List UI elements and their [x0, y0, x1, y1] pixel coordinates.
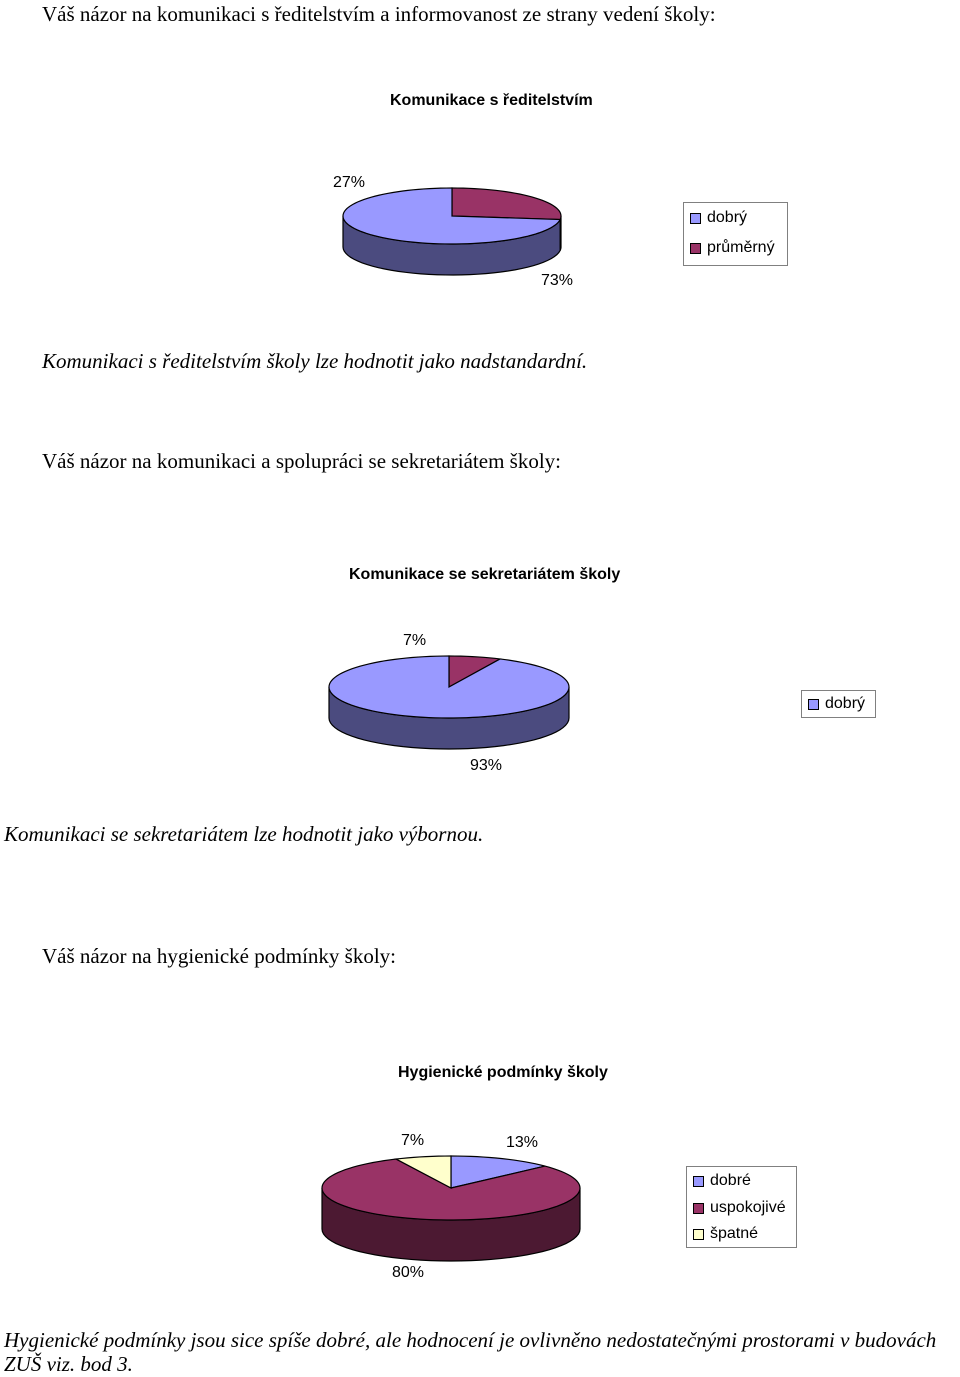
chart-3-legend: [686, 1166, 797, 1248]
legend-swatch-prumerny: [690, 243, 701, 254]
question-3: Váš názor na hygienické podmínky školy:: [42, 944, 397, 968]
chart-3-label-spatne: 7%: [401, 1132, 425, 1149]
chart-3-label-uspokojive: 80%: [392, 1264, 425, 1281]
chart-1-legend: [683, 202, 788, 266]
chart-2-label-prumerny: 7%: [403, 632, 427, 649]
pie-1-slice-1: [452, 188, 561, 220]
legend-item: [693, 1224, 758, 1244]
chart-2-legend: [801, 690, 876, 718]
legend-swatch-dobry: [808, 699, 819, 710]
chart-1-label-dobry: 73%: [541, 272, 574, 289]
legend-item: [808, 694, 865, 714]
legend-label: dobrý: [707, 209, 748, 226]
legend-label: uspokojivé: [710, 1199, 786, 1216]
legend-item: [690, 238, 775, 258]
legend-swatch-dobre: [693, 1176, 704, 1187]
note-2: Komunikaci se sekretariátem lze hodnotit jako výbornou.: [4, 822, 484, 846]
chart-1-label-prumerny: 27%: [333, 174, 366, 191]
pie-2-slice-0: [329, 656, 569, 718]
note-1: Komunikaci s ředitelstvím školy lze hodnotit jako nadstandardní.: [42, 349, 588, 373]
question-2: Váš názor na komunikaci a spolupráci se sekretariátem školy:: [42, 449, 561, 473]
legend-item: [693, 1198, 786, 1218]
legend-label: průměrný: [707, 239, 775, 256]
chart-3-label-dobre: 13%: [506, 1134, 539, 1151]
legend-label: dobrý: [825, 695, 866, 712]
legend-item: [690, 208, 747, 228]
legend-label: špatné: [710, 1225, 759, 1242]
chart-1-title: Komunikace s ředitelstvím: [390, 92, 593, 109]
chart-2-title: Komunikace se sekretariátem školy: [349, 566, 621, 583]
legend-swatch-uspokojive: [693, 1203, 704, 1214]
legend-swatch-dobry: [690, 213, 701, 224]
note-3: Hygienické podmínky jsou sice spíše dobré, ale hodnocení je ovlivněno nedostatečnými prostorami v budovách: [4, 1328, 937, 1352]
chart-2-label-dobry: 93%: [470, 757, 503, 774]
question-1: Váš názor na komunikaci s ředitelstvím a informovanost ze strany vedení školy:: [42, 2, 716, 26]
legend-swatch-spatne: [693, 1229, 704, 1240]
chart-3-title: Hygienické podmínky školy: [398, 1064, 608, 1081]
legend-item: [693, 1171, 751, 1191]
note-3-continued: ZUŠ viz. bod 3.: [4, 1352, 133, 1376]
legend-label: dobré: [710, 1172, 751, 1189]
